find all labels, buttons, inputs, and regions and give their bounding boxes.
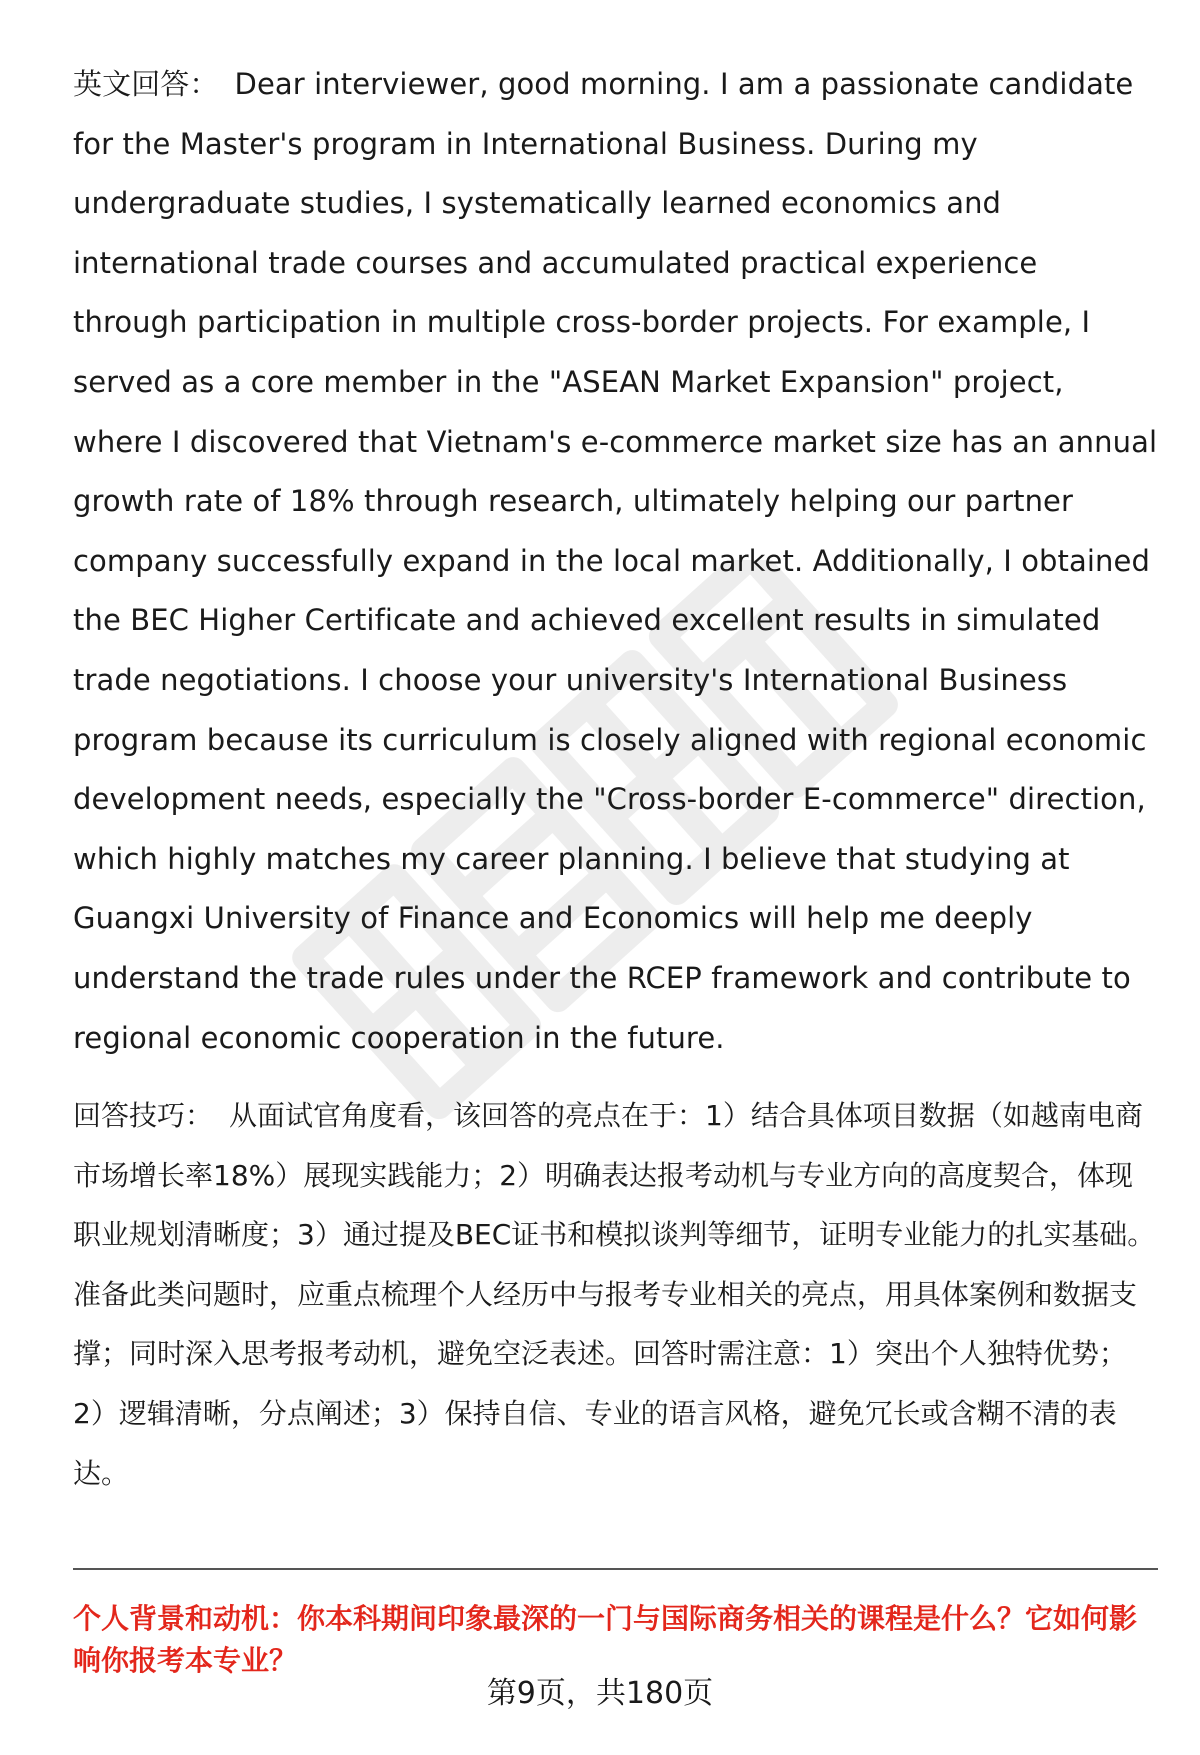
preparation-advice-paragraph: 准备此类问题时，应重点梳理个人经历中与报考专业相关的亮点，用具体案例和数据支撑；同时深入思考报考动机，避免空泛表述。回答时需注意：1）突出个人独特优势；2）逻辑清晰，分点阐述；3）保持自信、专业的语言风格，避免冗长或含糊不清的表达。: [73, 1277, 1138, 1490]
answer-tips-text: 从面试官角度看，该回答的亮点在于：1）结合具体项目数据（如越南电商市场增长率18%）展现实践能力；2）明确表达报考动机与专业方向的高度契合，体现职业规划清晰度；3）通过提及BEC证书和模拟谈判等细节，证明专业能力的扎实基础。: [73, 1099, 1156, 1252]
next-question-category: 个人背景和动机：: [73, 1602, 298, 1635]
page-content: [73, 55, 1158, 1503]
next-question-heading: [73, 1598, 1158, 1682]
answer-tips-paragraph: [73, 1086, 1158, 1265]
english-answer-paragraph: [73, 55, 1158, 1068]
english-answer-label: 英文回答：: [73, 67, 219, 101]
answer-tips-label: 回答技巧：: [73, 1099, 214, 1133]
section-divider: [73, 1568, 1158, 1570]
page-number-footer: 第9页，共180页: [486, 1676, 714, 1711]
next-question-text: 你本科期间印象最深的一门与国际商务相关的课程是什么？它如何影响你报考本专业？: [73, 1602, 1138, 1677]
english-answer-text: Dear interviewer, good morning. I am a passionate candidate for the Master's program in International Business. During my undergraduate studies, I systematically learned economics and international trade courses and accumulated practical experience through participation in multiple cross-border projects. For example, I served as a core member in the "ASEAN Market Expansion" project, where I discovered that Vietnam's e-commerce market size has an annual growth rate of 18% through research, ultimately helping our partner company successfully expand in the local market. Additionally, I obtained the BEC Higher Certificate and achieved excellent results in simulated trade negotiations. I choose your university's International Business program because its curriculum is closely aligned with regional economic development needs, especially the "Cross-border E-commerce" direction, which highly matches my career planning. I believe that studying at Guangxi University of Finance and Economics will help me deeply understand the trade rules under the RCEP framework and contribute to regional economic cooperation in the future.: [73, 67, 1158, 1055]
